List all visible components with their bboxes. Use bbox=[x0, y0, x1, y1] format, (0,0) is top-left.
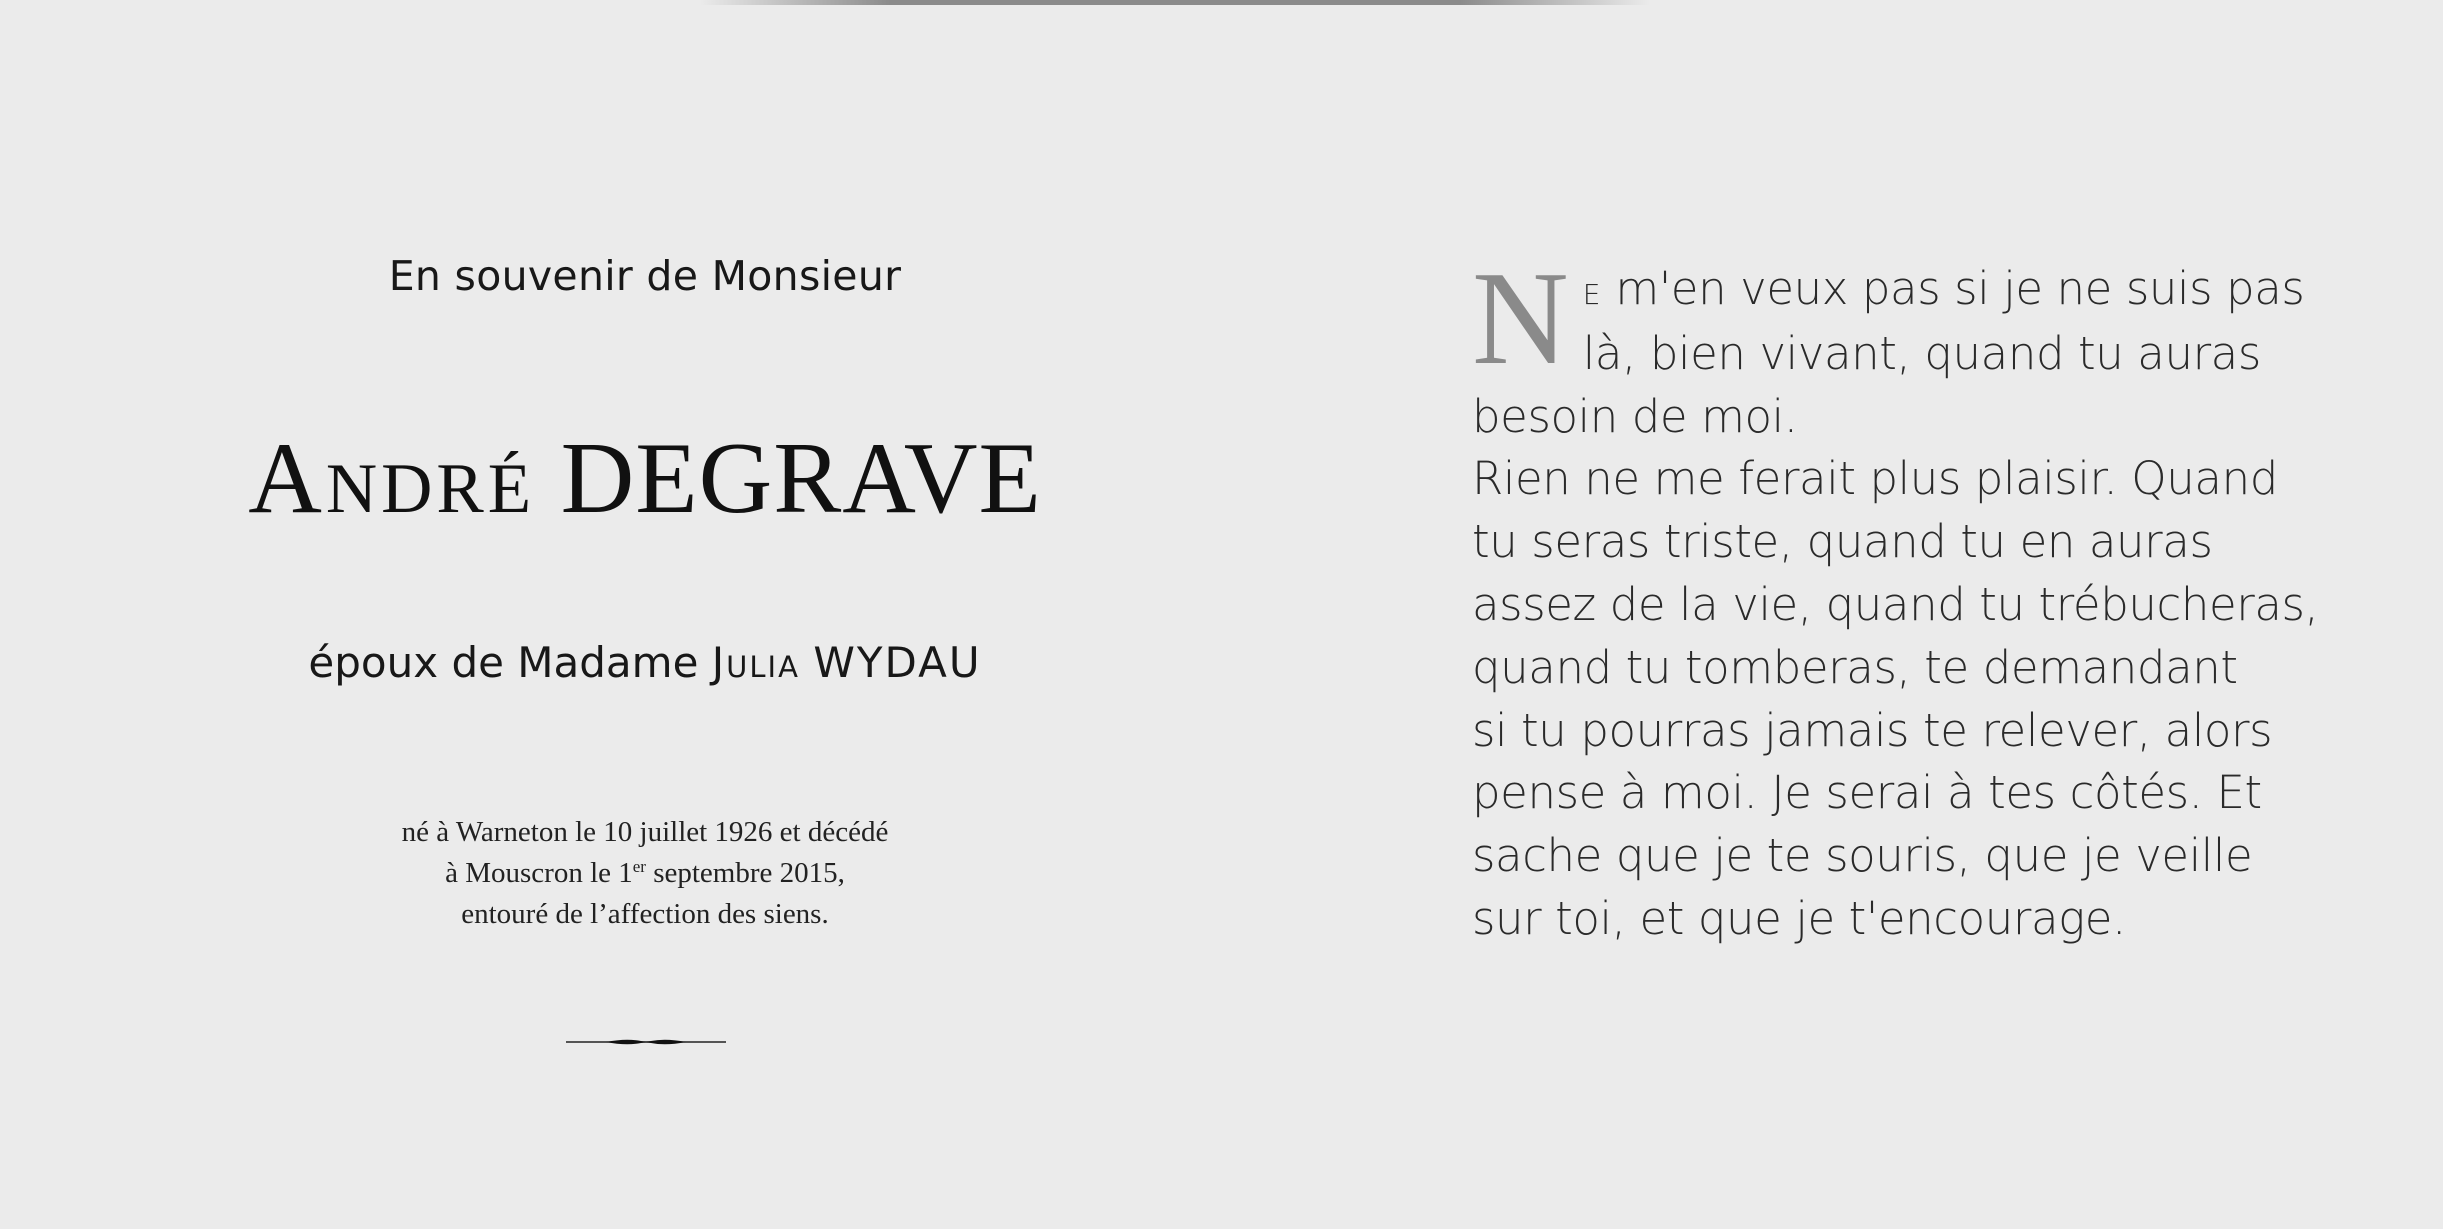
bio-line-part: septembre 2015, bbox=[645, 857, 845, 889]
poem-line: besoin de moi. bbox=[1472, 389, 1798, 443]
ornament-divider bbox=[566, 1036, 726, 1048]
poem-line: là, bien vivant, quand tu auras bbox=[1582, 326, 2261, 380]
poem-line: pense à moi. Je serai à tes côtés. Et bbox=[1472, 766, 2262, 820]
spouse-last-name: WYDAU bbox=[813, 638, 982, 687]
poem-line bbox=[1472, 258, 2312, 323]
poem-text bbox=[1472, 244, 2319, 951]
bio-line: né à Warneton le 10 juillet 1926 et décédé bbox=[401, 816, 889, 848]
poem-line: Rien ne me ferait plus plaisir. Quand bbox=[1472, 452, 2278, 506]
poem-line: quand tu tomberas, te demandant bbox=[1472, 640, 2238, 694]
bio-line: entouré de l’affection des siens. bbox=[461, 898, 829, 930]
deceased-first-name: André bbox=[248, 422, 536, 535]
spouse-line bbox=[0, 638, 1290, 687]
intro-text: En souvenir de Monsieur bbox=[388, 252, 902, 300]
bio-line-part: à Mouscron le 1 bbox=[445, 857, 633, 889]
poem-line: sache que je te souris, que je veille bbox=[1472, 829, 2253, 883]
poem-line: assez de la vie, quand tu trébucheras, bbox=[1472, 577, 2319, 631]
small-cap-letter: e bbox=[1582, 268, 1602, 314]
poem-line-text: m'en veux pas si je ne suis pas bbox=[1601, 262, 2305, 315]
spouse-prefix: époux de Madame bbox=[308, 638, 699, 687]
poem-line: sur toi, et que je t'encourage. bbox=[1472, 891, 2126, 945]
bio-text bbox=[0, 812, 1290, 935]
bio-line bbox=[0, 853, 1290, 894]
poem-line: tu seras triste, quand tu en auras bbox=[1472, 515, 2213, 569]
poem-panel bbox=[1472, 244, 2319, 951]
deceased-name bbox=[0, 418, 1290, 540]
poem-line: si tu pourras jamais te relever, alors bbox=[1472, 703, 2273, 757]
spouse-first-name: Julia bbox=[711, 638, 800, 687]
ordinal-suffix: er bbox=[632, 857, 646, 876]
drop-cap: N bbox=[1472, 244, 1569, 392]
deceased-last-name: DEGRAVE bbox=[560, 422, 1042, 535]
